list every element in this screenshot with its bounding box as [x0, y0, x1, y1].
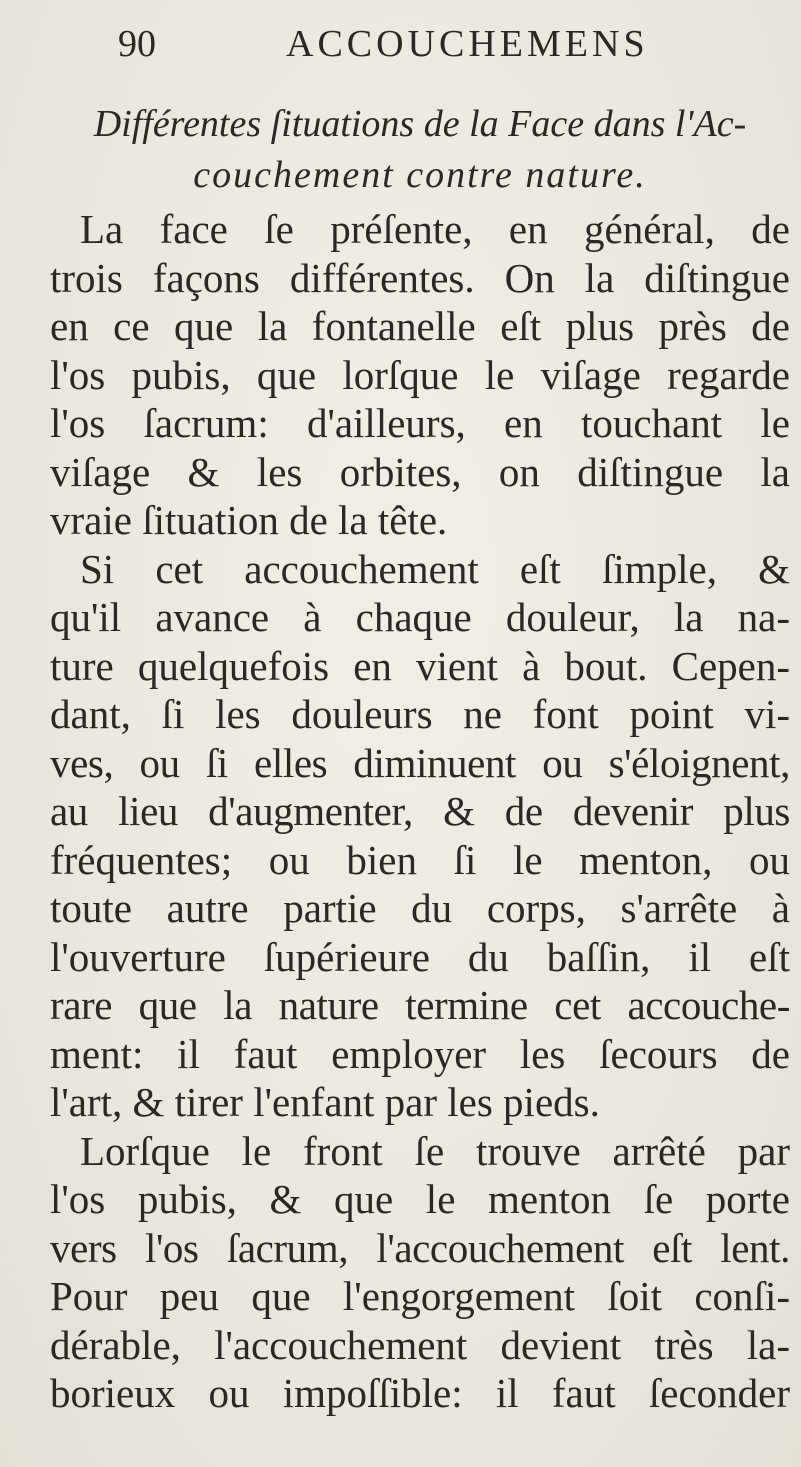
text-line: viſage & les orbites, on diſtingue la [50, 448, 790, 495]
text-line: en ce que la fontanelle eſt plus près de [50, 303, 790, 349]
text-line: qu'il avance à chaque douleur, la na- [50, 594, 790, 640]
text-line: Si cet accouchement eſt ſimple, & [80, 545, 790, 592]
paragraph-2 [50, 545, 790, 1127]
text-line: l'ouverture ſupérieure du baſſin, il eſt [50, 933, 790, 980]
paragraph-3 [50, 1127, 790, 1418]
running-title: ACCOUCHEMENS [286, 23, 649, 65]
text-line: vraie ſituation de la tête. [50, 497, 448, 543]
text-line: dant, ſi les douleurs ne font point vi- [50, 691, 790, 737]
text-line: au lieu d'augmenter, & de devenir plus [50, 788, 790, 834]
text-line: l'art, & tirer l'enfant par les pieds. [50, 1079, 600, 1125]
text-line: l'os pubis, & que le menton ſe porte [50, 1176, 790, 1222]
text-line: Lorſque le front ſe trouve arrêté par [80, 1127, 790, 1174]
section-heading [60, 98, 780, 200]
text-line: trois façons différentes. On la diſtingue [50, 254, 790, 301]
page-header [118, 14, 718, 74]
text-line: dérable, l'accouchement devient très la- [50, 1321, 790, 1368]
text-line: fréquentes; ou bien ſi le menton, ou [50, 836, 790, 883]
text-line: rare que la nature termine cet accouche- [50, 982, 790, 1028]
text-line: La face ſe préſente, en général, de [80, 206, 790, 252]
section-heading-line-2: couchement contre nature. [193, 154, 647, 196]
body-text [50, 205, 790, 1418]
paragraph-1 [50, 205, 790, 545]
page-number: 90 [118, 23, 156, 65]
section-heading-line-1: Différentes ſituations de la Face dans l'Ac- [93, 103, 747, 145]
text-line: l'os pubis, que lorſque le viſage regarde [50, 351, 790, 398]
text-line: toute autre partie du corps, s'arrête à [50, 885, 790, 931]
text-line: ment: il faut employer les ſecours de [50, 1030, 790, 1077]
text-line: borieux ou impoſſible: il faut ſeconder [50, 1370, 790, 1416]
text-line: vers l'os ſacrum, l'accouchement eſt lent. [50, 1224, 790, 1271]
text-line: ves, ou ſi elles diminuent ou s'éloignent, [50, 739, 790, 786]
text-line: Pour peu que l'engorgement ſoit conſi- [50, 1273, 790, 1319]
text-line: l'os ſacrum: d'ailleurs, en touchant le [50, 400, 790, 446]
text-line: ture quelquefois en vient à bout. Cepen- [50, 642, 790, 689]
